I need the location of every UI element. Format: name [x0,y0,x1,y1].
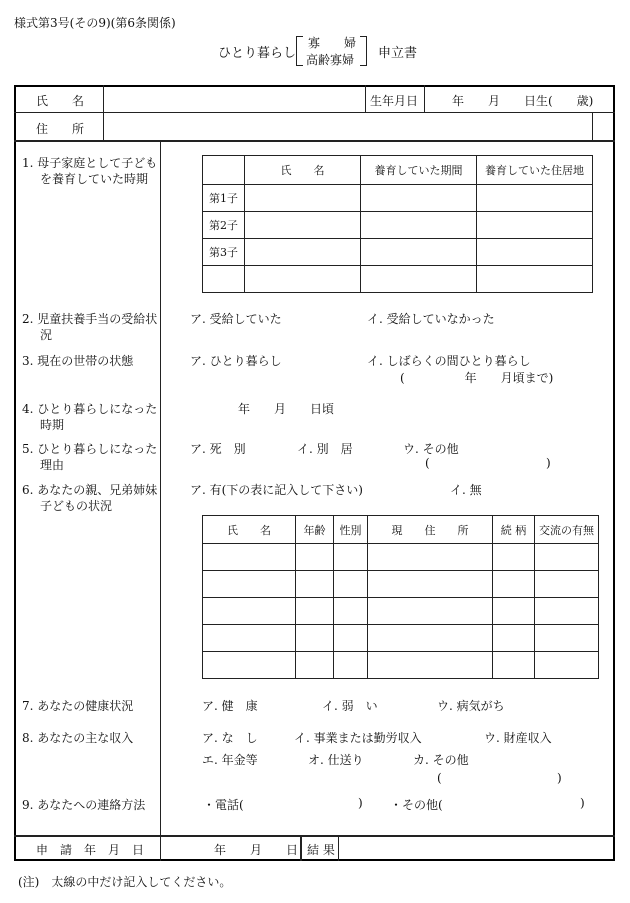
apply-date-field[interactable]: 年 月 日 [214,843,299,857]
q8-option-i[interactable]: イ. 事業または勤労収入 [294,731,422,745]
q6-cell[interactable] [334,598,368,625]
q6-label-1: 6. あなたの親、兄弟姉妹 [22,483,158,497]
q1-label-2: を養育していた時期 [40,172,149,186]
title-option-widow: 寡 婦 [308,36,357,50]
q1-cell[interactable] [245,212,361,239]
q6-cell[interactable] [493,544,535,571]
q6-col-sex: 性別 [334,516,368,544]
q6-table [202,515,599,679]
apply-date-label: 申 請 年 月 日 [36,843,145,857]
q6-cell[interactable] [203,625,296,652]
q1-cell[interactable] [245,266,361,293]
q9-phone-field[interactable] [246,794,356,810]
address-field[interactable] [104,114,591,138]
q6-label-2: 子どもの状況 [40,499,113,513]
q6-cell[interactable] [493,625,535,652]
q3-option-i[interactable]: イ. しばらくの間ひとり暮らし [367,354,531,368]
q3-until-field[interactable]: ( 年 月頃まで) [400,371,554,385]
q5-label-2: 理由 [40,458,65,472]
q8-option-a[interactable]: ア. な し [202,731,258,745]
q8-paren-open: ( [437,771,442,785]
q8-paren-close: ) [557,771,562,785]
address-label: 住 所 [36,122,85,136]
q2-label-2: 況 [40,328,53,342]
q6-col-address: 現 住 所 [368,516,493,544]
q5-paren-close: ) [546,456,551,470]
q9-other-label: ・その他( [390,798,443,812]
q8-option-e[interactable]: エ. 年金等 [202,753,258,767]
q1-row-2-label: 第2子 [203,212,245,239]
q7-label: 7. あなたの健康状況 [22,699,134,713]
q6-cell[interactable] [535,571,599,598]
q1-row-4-label [203,266,245,293]
q6-cell[interactable] [535,544,599,571]
title-right: 申立書 [378,46,418,61]
q2-option-a[interactable]: ア. 受給していた [190,312,282,326]
q8-option-o[interactable]: オ. 仕送り [308,753,364,767]
q6-cell[interactable] [334,625,368,652]
q1-cell[interactable] [361,185,477,212]
q6-cell[interactable] [493,598,535,625]
q6-cell[interactable] [334,544,368,571]
q6-col-contact: 交流の有無 [535,516,599,544]
q1-cell[interactable] [477,266,593,293]
q1-row-1-label: 第1子 [203,185,245,212]
q3-label: 3. 現在の世帯の状態 [22,354,134,368]
title-left: ひとり暮らし [218,46,297,61]
q8-other-field[interactable] [444,769,554,785]
birth-label: 生年月日 [370,94,419,108]
q9-label: 9. あなたへの連絡方法 [22,798,146,812]
q1-cell[interactable] [245,239,361,266]
q6-cell[interactable] [296,598,334,625]
q1-col-residence: 養育していた住居地 [477,156,593,185]
q5-option-u[interactable]: ウ. その他 [403,442,459,456]
table-row [203,598,599,625]
q6-cell[interactable] [493,571,535,598]
q6-cell[interactable] [493,652,535,679]
q6-col-name: 氏 名 [203,516,296,544]
q6-cell[interactable] [203,544,296,571]
q7-option-i[interactable]: イ. 弱 い [322,699,378,713]
q1-cell[interactable] [477,239,593,266]
q1-cell[interactable] [361,212,477,239]
table-row [203,652,599,679]
table-row [203,571,599,598]
q1-col-name: 氏 名 [245,156,361,185]
q5-option-i[interactable]: イ. 別 居 [297,442,353,456]
q1-cell[interactable] [477,212,593,239]
q6-cell[interactable] [296,544,334,571]
q1-cell[interactable] [245,185,361,212]
q6-cell[interactable] [368,571,493,598]
q9-phone-close: ) [358,796,363,810]
q4-date-field[interactable]: 年 月 日頃 [238,402,335,416]
q1-col-period: 養育していた期間 [361,156,477,185]
q6-cell[interactable] [535,625,599,652]
name-field[interactable] [104,87,364,111]
birth-field[interactable]: 年 月 日生( 歳) [452,94,594,108]
q1-cell[interactable] [477,185,593,212]
q6-cell[interactable] [368,625,493,652]
q9-other-close: ) [580,796,585,810]
q6-option-i[interactable]: イ. 無 [450,483,482,497]
title-bracket-left [296,36,303,66]
q6-cell[interactable] [203,652,296,679]
q6-cell[interactable] [535,598,599,625]
q5-other-field[interactable] [432,454,542,470]
result-field[interactable] [340,837,612,859]
q8-option-u[interactable]: ウ. 財産収入 [484,731,552,745]
q7-option-a[interactable]: ア. 健 康 [202,699,258,713]
q4-label-1: 4. ひとり暮らしになった [22,402,158,416]
q6-cell[interactable] [203,598,296,625]
q5-label-1: 5. ひとり暮らしになった [22,442,158,456]
q9-other-field[interactable] [446,794,576,810]
q4-label-2: 時期 [40,418,65,432]
q1-row-3-label: 第3子 [203,239,245,266]
q6-cell[interactable] [334,652,368,679]
q6-cell[interactable] [368,652,493,679]
q1-cell[interactable] [361,266,477,293]
q6-cell[interactable] [203,571,296,598]
table-row [203,625,599,652]
q1-table [202,155,593,293]
q6-option-a[interactable]: ア. 有(下の表に記入して下さい) [190,483,363,497]
q6-cell[interactable] [334,571,368,598]
title-option-elderly-widow: 高齢寡婦 [306,53,355,67]
footer-note: (注) 太線の中だけ記入してください。 [18,875,232,889]
q6-cell[interactable] [296,625,334,652]
q5-paren-open: ( [425,456,430,470]
q6-col-age: 年齢 [296,516,334,544]
q3-option-a[interactable]: ア. ひとり暮らし [190,354,282,368]
q2-label-1: 2. 児童扶養手当の受給状 [22,312,158,326]
q6-cell[interactable] [535,652,599,679]
q5-option-a[interactable]: ア. 死 別 [190,442,246,456]
q1-label-1: 1. 母子家庭として子ども [22,156,158,170]
q6-cell[interactable] [368,598,493,625]
title-bracket-right [360,36,367,66]
q1-cell[interactable] [361,239,477,266]
q2-option-i[interactable]: イ. 受給していなかった [367,312,495,326]
q6-cell[interactable] [296,571,334,598]
form-code: 様式第3号(その9)(第6条関係) [14,16,176,30]
q7-option-u[interactable]: ウ. 病気がち [437,699,505,713]
table-row [203,544,599,571]
q6-cell[interactable] [368,544,493,571]
q6-cell[interactable] [296,652,334,679]
q8-label: 8. あなたの主な収入 [22,731,134,745]
result-label: 結 果 [307,843,335,857]
q9-phone-label: ・電話( [203,798,244,812]
name-label: 氏 名 [36,94,85,108]
q8-option-ka[interactable]: カ. その他 [413,753,469,767]
q6-col-relation: 続 柄 [493,516,535,544]
